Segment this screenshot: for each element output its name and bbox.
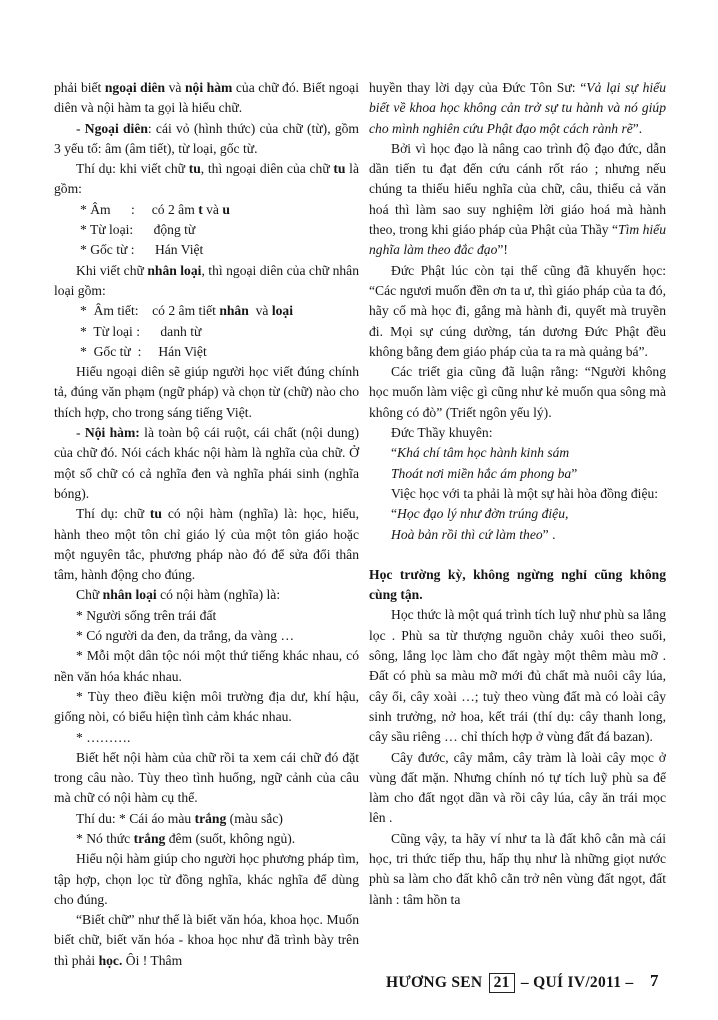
paragraph: Hiểu nội hàm giúp cho người học phương pháp tìm, tập hợp, chọn lọc từ đồng nghĩa, khác nghĩa để dùng cho đúng. bbox=[54, 851, 359, 907]
paragraph: * Tùy theo điều kiện môi trường địa dư, khí hậu, giống nòi, có biểu hiện tình cảm khác nhau. bbox=[54, 688, 359, 725]
right-column bbox=[369, 78, 666, 910]
verse-line: Hoà bản rồi thì cứ làm theo” . bbox=[391, 526, 556, 542]
paragraph: “Biết chữ” như thế là biết văn hóa, khoa học. Muốn biết chữ, biết văn hóa - khoa học như đã trình bày trên thì phải học. Ôi ! Thâm bbox=[54, 912, 359, 968]
paragraph: * Mỗi một dân tộc nói một thứ tiếng khác nhau, có nền văn hóa khác nhau. bbox=[54, 648, 359, 684]
paragraph: Các triết gia cũng đã luận rằng: “Người không học muốn làm việc gì cũng như kẻ muốn qua sông mà không có đò” (Triết ngôn yếu lý). bbox=[369, 364, 666, 420]
paragraph: - Nội hàm: là toàn bộ cái ruột, cái chất (nội dung) của chữ đó. Nói cách khác nội hàm là nghĩa của chữ. Ở một số chữ có cả nghĩa đen và nghĩa phái sinh (nghĩa bóng). bbox=[54, 425, 359, 501]
paragraph: Cây đước, cây mắm, cây tràm là loài cây mọc ở vùng đất mặn. Nhưng chính nó tự tích luỹ phù sa để làm cho đất ngọt dần và rồi cây lúa, cây ăn trái mọc lên . bbox=[369, 749, 666, 826]
verse-line: “Khá chí tâm học hành kinh sám bbox=[391, 445, 570, 461]
paragraph: Thí du: * Cái áo màu trắng (màu sắc) bbox=[76, 810, 283, 826]
paragraph: Chữ nhân loại có nội hàm (nghĩa) là: bbox=[76, 587, 281, 603]
paragraph: Đức Phật lúc còn tại thế cũng đã khuyến học: “Các ngươi muốn đền ơn ta ư, thì giáo pháp của ta đó, hãy cố mà học đi, gắng mà hành đi, quyết mà truyền đi. Mọi sự cúng dường, tán dương Đức Phật đều không bằng đem giáo pháp của ta ra mà quảng bá”. bbox=[369, 262, 666, 359]
paragraph: * ………. bbox=[76, 729, 131, 745]
example-line: * Gốc từ : Hán Việt bbox=[80, 343, 207, 359]
verse-line: “Học đạo lý như đờn trúng điệu, bbox=[391, 506, 569, 522]
page-footer bbox=[386, 973, 686, 1003]
magazine-name: HƯƠNG SEN bbox=[386, 974, 483, 991]
paragraph: Thí dụ: khi viết chữ tu, thì ngoại diên của chữ tu là gồm: bbox=[54, 161, 359, 197]
paragraph: Đức Thầy khuyên: bbox=[391, 425, 493, 441]
left-column bbox=[54, 78, 359, 971]
example-line: * Âm : có 2 âm t và u bbox=[80, 201, 230, 217]
issue-number: 21 bbox=[489, 973, 515, 993]
paragraph: huyền thay lời dạy của Đức Tôn Sư: “Vả lại sự hiểu biết về khoa học không cản trở sự tu hành và nó giúp cho mình nghiên cứu Phật đạo một cách rành rẽ”. bbox=[369, 80, 666, 136]
paragraph: Thí dụ: chữ tu có nội hàm (nghĩa) là: học, hiểu, hành theo một tôn chỉ giáo lý của một tôn giáo hoặc một nguyên tắc, phương pháp nào đó để sửa đổi thân tâm, hành động cho đúng. bbox=[54, 506, 359, 583]
paragraph: phải biết ngoại diên và nội hàm của chữ đó. Biết ngoại diên và nội hàm ta gọi là hiểu chữ. bbox=[54, 80, 359, 116]
paragraph: * Người sống trên trái đất bbox=[76, 607, 217, 623]
verse-line: Thoát nơi miền hắc ám phong ba” bbox=[391, 465, 578, 481]
paragraph: Hiểu ngoại diên sẽ giúp người học viết đúng chính tả, đúng văn phạm (ngữ pháp) và chọn từ (chữ) nào cho thích hợp, cho trong sáng tiếng Việt. bbox=[54, 364, 359, 420]
issue-quarter: – QUÍ IV/2011 – bbox=[520, 974, 634, 991]
paragraph: Khi viết chữ nhân loại, thì ngoại diên của chữ nhân loại gồm: bbox=[54, 262, 360, 298]
example-line: * Từ loại: động từ bbox=[80, 222, 196, 238]
paragraph: - Ngoại diên: cái vỏ (hình thức) của chữ (từ), gồm 3 yếu tố: âm (âm tiết), từ loại, gốc từ. bbox=[54, 120, 359, 156]
spacer bbox=[369, 545, 666, 565]
paragraph: Việc học với ta phải là một sự hài hòa đồng điệu: bbox=[391, 485, 659, 501]
paragraph: Cũng vậy, ta hãy ví như ta là đất khô cằn mà cái học, tri thức tiếp thu, hấp thụ như là những giọt nước phù sa làm cho đất khô cằn trở nên vùng đất ngọt, đất lành : tâm hồn ta bbox=[369, 830, 666, 907]
example-line: * Âm tiết: có 2 âm tiết nhân và loại bbox=[80, 303, 293, 319]
paragraph: Biết hết nội hàm của chữ rồi ta xem cái chữ đó đặt trong câu nào. Tùy theo tình huống, ngữ cảnh của câu mà chữ có nội hàm cụ thể. bbox=[54, 749, 359, 806]
paragraph: Bởi vì học đạo là nâng cao trình độ đạo đức, dẫn dần tiến tu đạt đến cứu cánh rốt ráo ; nhưng nếu chúng ta thiếu hiểu nghĩa của chữ, câu, thiếu cả văn hoá thì làm sao suy nghiệm lời giáo hoá mà hành theo, trong khi giáo pháp của Phật của Thầy “Tìm hiểu nghĩa làm theo đắc đạo”! bbox=[369, 140, 666, 258]
example-line: * Từ loại : danh từ bbox=[80, 323, 202, 339]
page-number: 7 bbox=[650, 971, 659, 990]
paragraph: Học thức là một quá trình tích luỹ như phù sa lắng lọc . Phù sa từ thượng nguồn chảy xuôi theo suối, sông, lắng lọc làm cho đất ngày một thêm màu mỡ . Đất có phù sa màu mỡ mới đủ chất mà nuôi cây lúa, cây ổi, cây xoài …; tuỳ theo vùng đất mà có loài cây sinh trưởng, nở hoa, kết trái (thí dụ: cây thanh long, cây sầu riêng … chỉ thích hợp ở vùng đất đá bazan). bbox=[369, 607, 666, 745]
example-line: * Gốc từ : Hán Việt bbox=[80, 242, 204, 258]
section-heading: Học trường kỳ, không ngừng nghỉ cũng không cùng tận. bbox=[369, 566, 666, 603]
paragraph: * Có người da đen, da trắng, da vàng … bbox=[76, 628, 295, 644]
paragraph: * Nó thức trắng đêm (suốt, không ngủ). bbox=[76, 830, 296, 846]
